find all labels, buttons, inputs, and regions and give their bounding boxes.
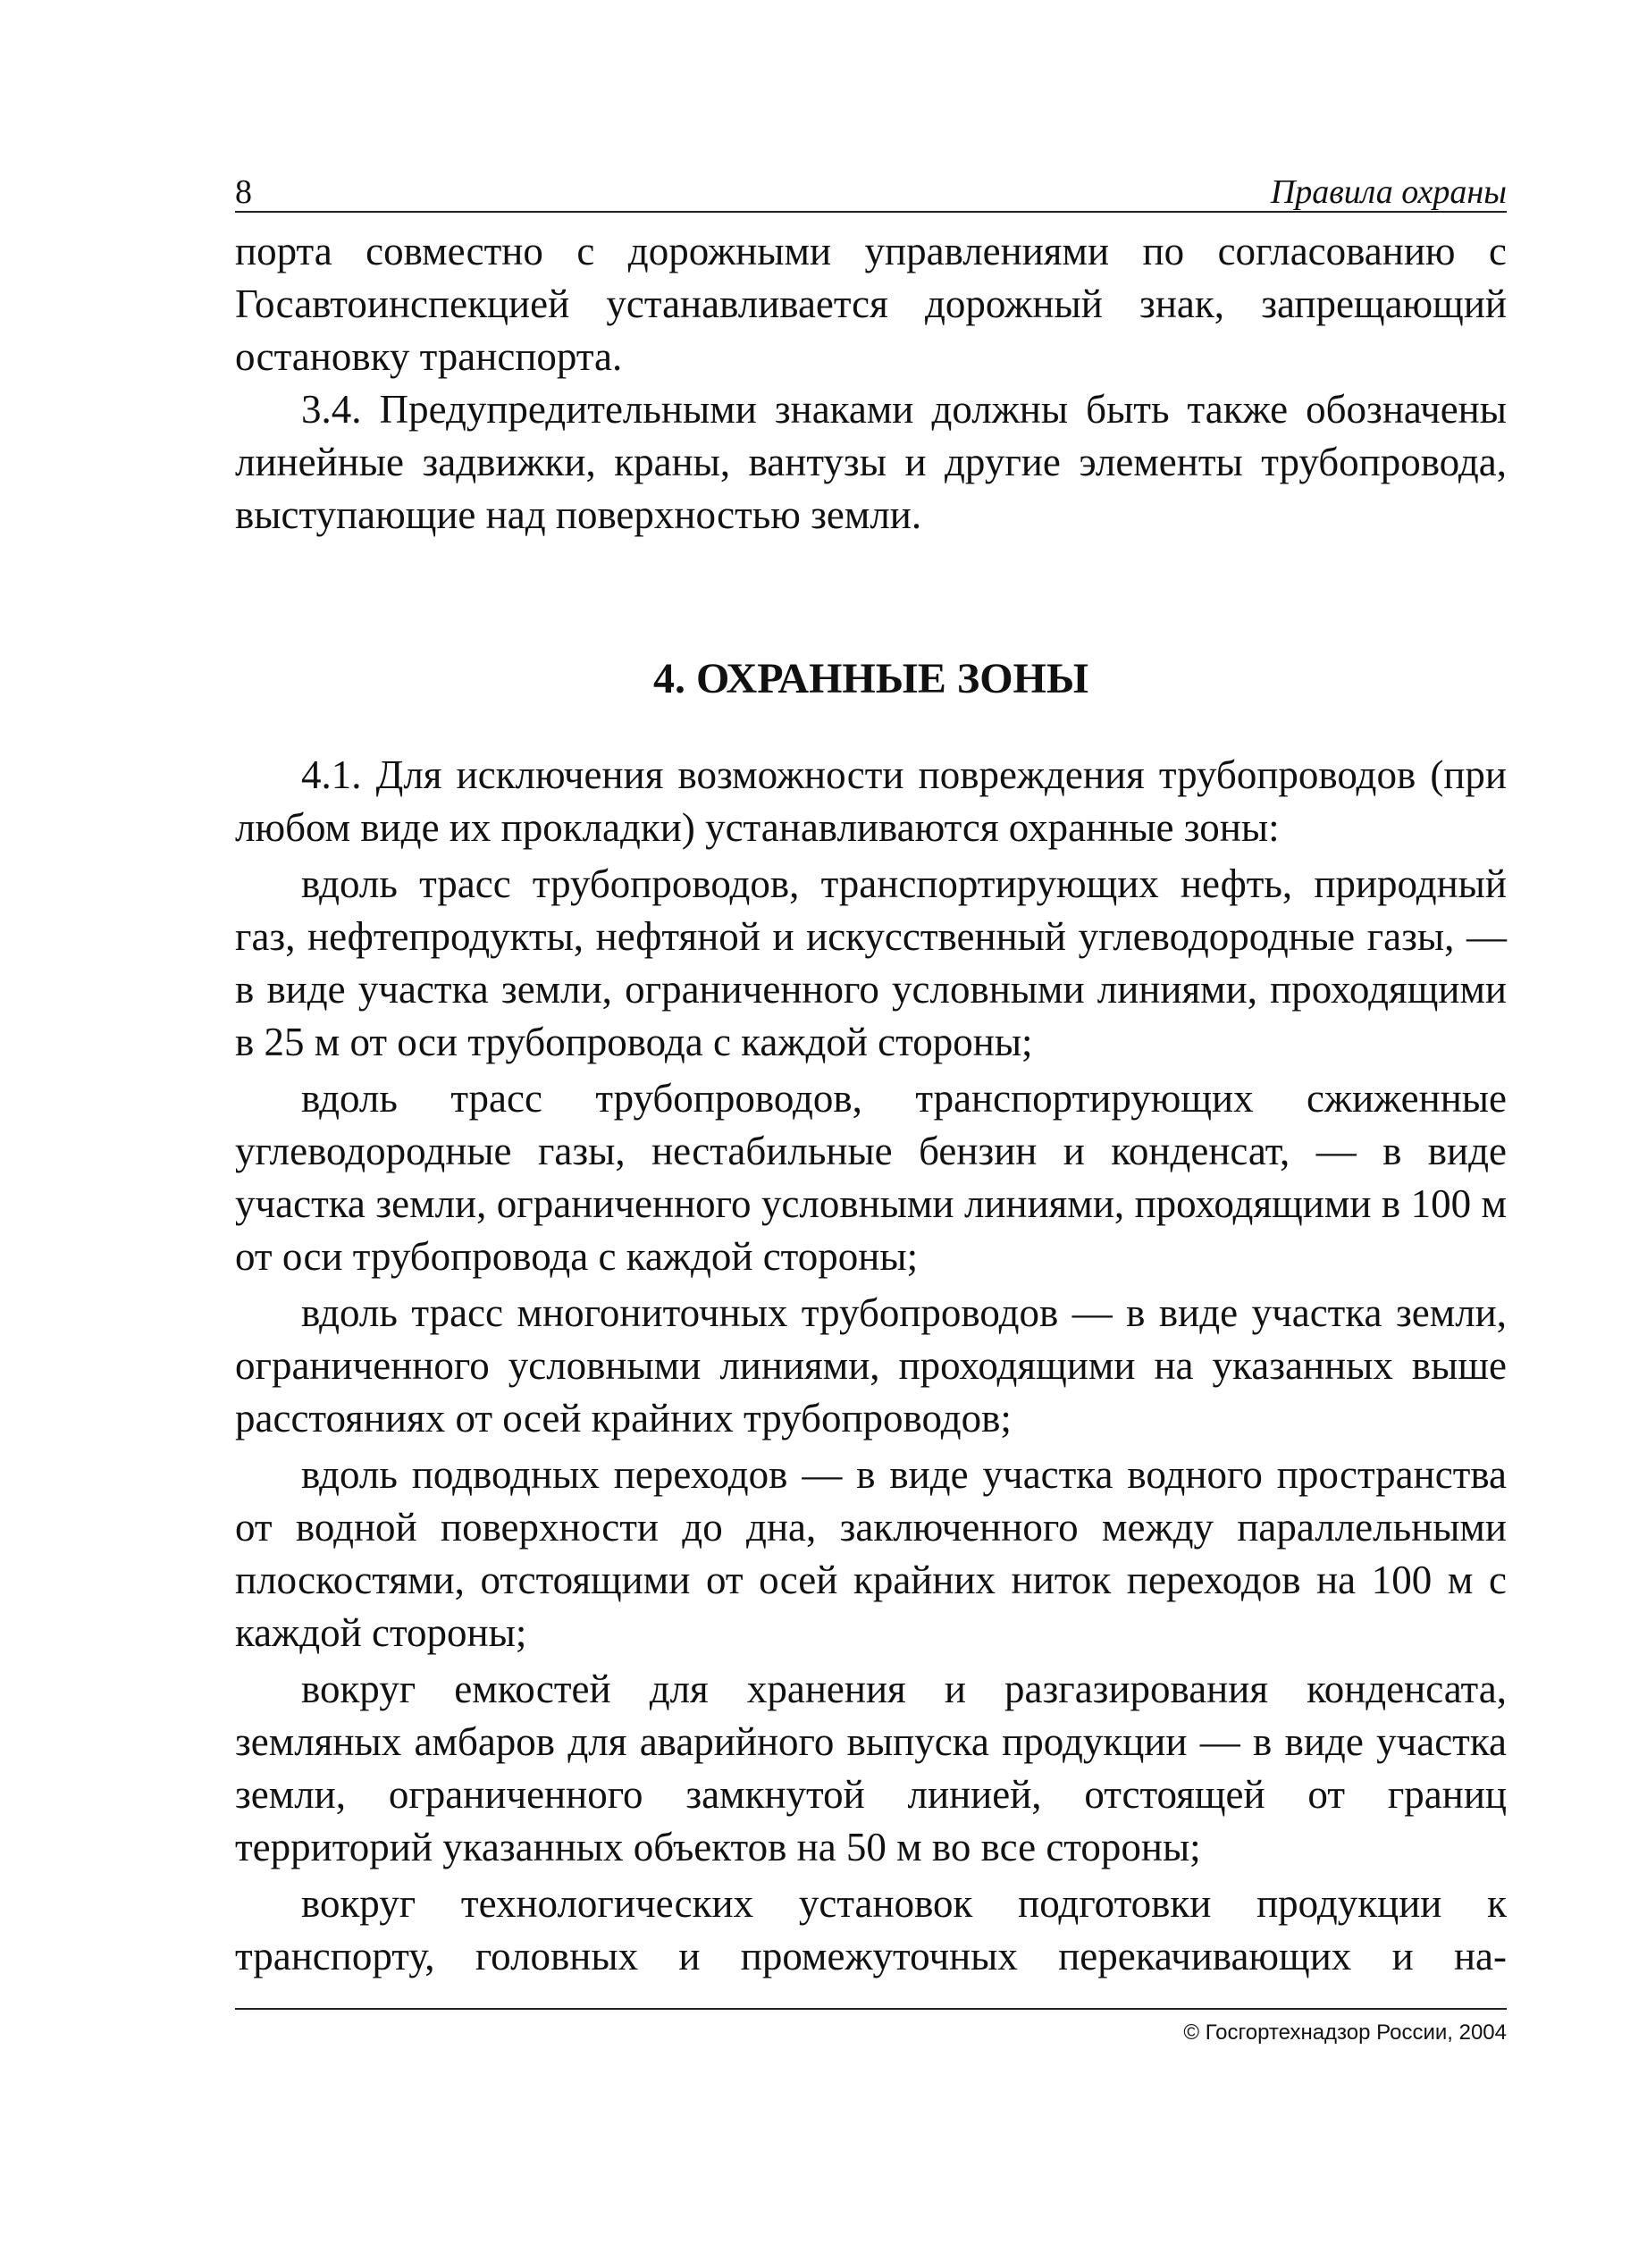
copyright-notice: © Госгортехнадзор России, 2004 [1183, 2020, 1507, 2045]
paragraph-3-4: 3.4. Предупредительными знаками должны быть также обозначены линейные задвижки, краны, вантузы и другие элементы трубопровода, выступающие над поверхностью земли. [235, 387, 1507, 537]
section-heading: 4. ОХРАННЫЕ ЗОНЫ [652, 655, 1089, 702]
list-item: вокруг технологических установок подготовки продукции к транспорту, головных и промежуточных перекачивающих и на- [235, 1881, 1507, 1978]
paragraph-continuation: порта совместно с дорожными управлениями по согласованию с Госавтоинспекцией устанавливается дорожный знак, запрещающий остановку транспорта. [235, 229, 1507, 379]
document-page [235, 170, 1507, 1983]
list-item: вдоль трасс трубопроводов, транспортирующих сжиженные углеводородные газы, нестабильные бензин и конденсат, — в виде участка земли, ограниченного условными линиями, проходящими в 100 м от оси трубопровода с каждой стороны; [235, 1076, 1507, 1279]
list-item: вдоль трасс многониточных трубопроводов — в виде участка земли, ограниченного условными линиями, проходящими на указанных выше расстояниях от осей крайних трубопроводов; [235, 1290, 1507, 1441]
running-header [235, 170, 1507, 213]
list-item: вдоль трасс трубопроводов, транспортирующих нефть, природный газ, нефтепродукты, нефтяной и искусственный углеводородные газы, — в виде участка земли, ограниченного условными линиями, проходящими в 25 м от оси трубопровода с каждой стороны; [235, 861, 1507, 1064]
running-title: Правила охраны [1270, 173, 1507, 211]
page-number: 8 [235, 173, 252, 211]
list-item: вокруг емкостей для хранения и разгазирования конденсата, земляных амбаров для аварийного выпуска продукции — в виде участка земли, ограниченного замкнутой линией, отстоящей от границ территорий указанных объектов на 50 м во все стороны; [235, 1667, 1507, 1869]
list-item: вдоль подводных переходов — в виде участка водного пространства от водной поверхности до дна, заключенного между параллельными плоскостями, отстоящими от осей крайних ниток переходов на 100 м с каждой стороны; [235, 1452, 1507, 1655]
paragraph-4-1: 4.1. Для исключения возможности повреждения трубопроводов (при любом виде их прокладки) устанавливаются охранные зоны: [235, 752, 1507, 850]
footer-divider [235, 2008, 1507, 2010]
body-text [235, 225, 1507, 1983]
